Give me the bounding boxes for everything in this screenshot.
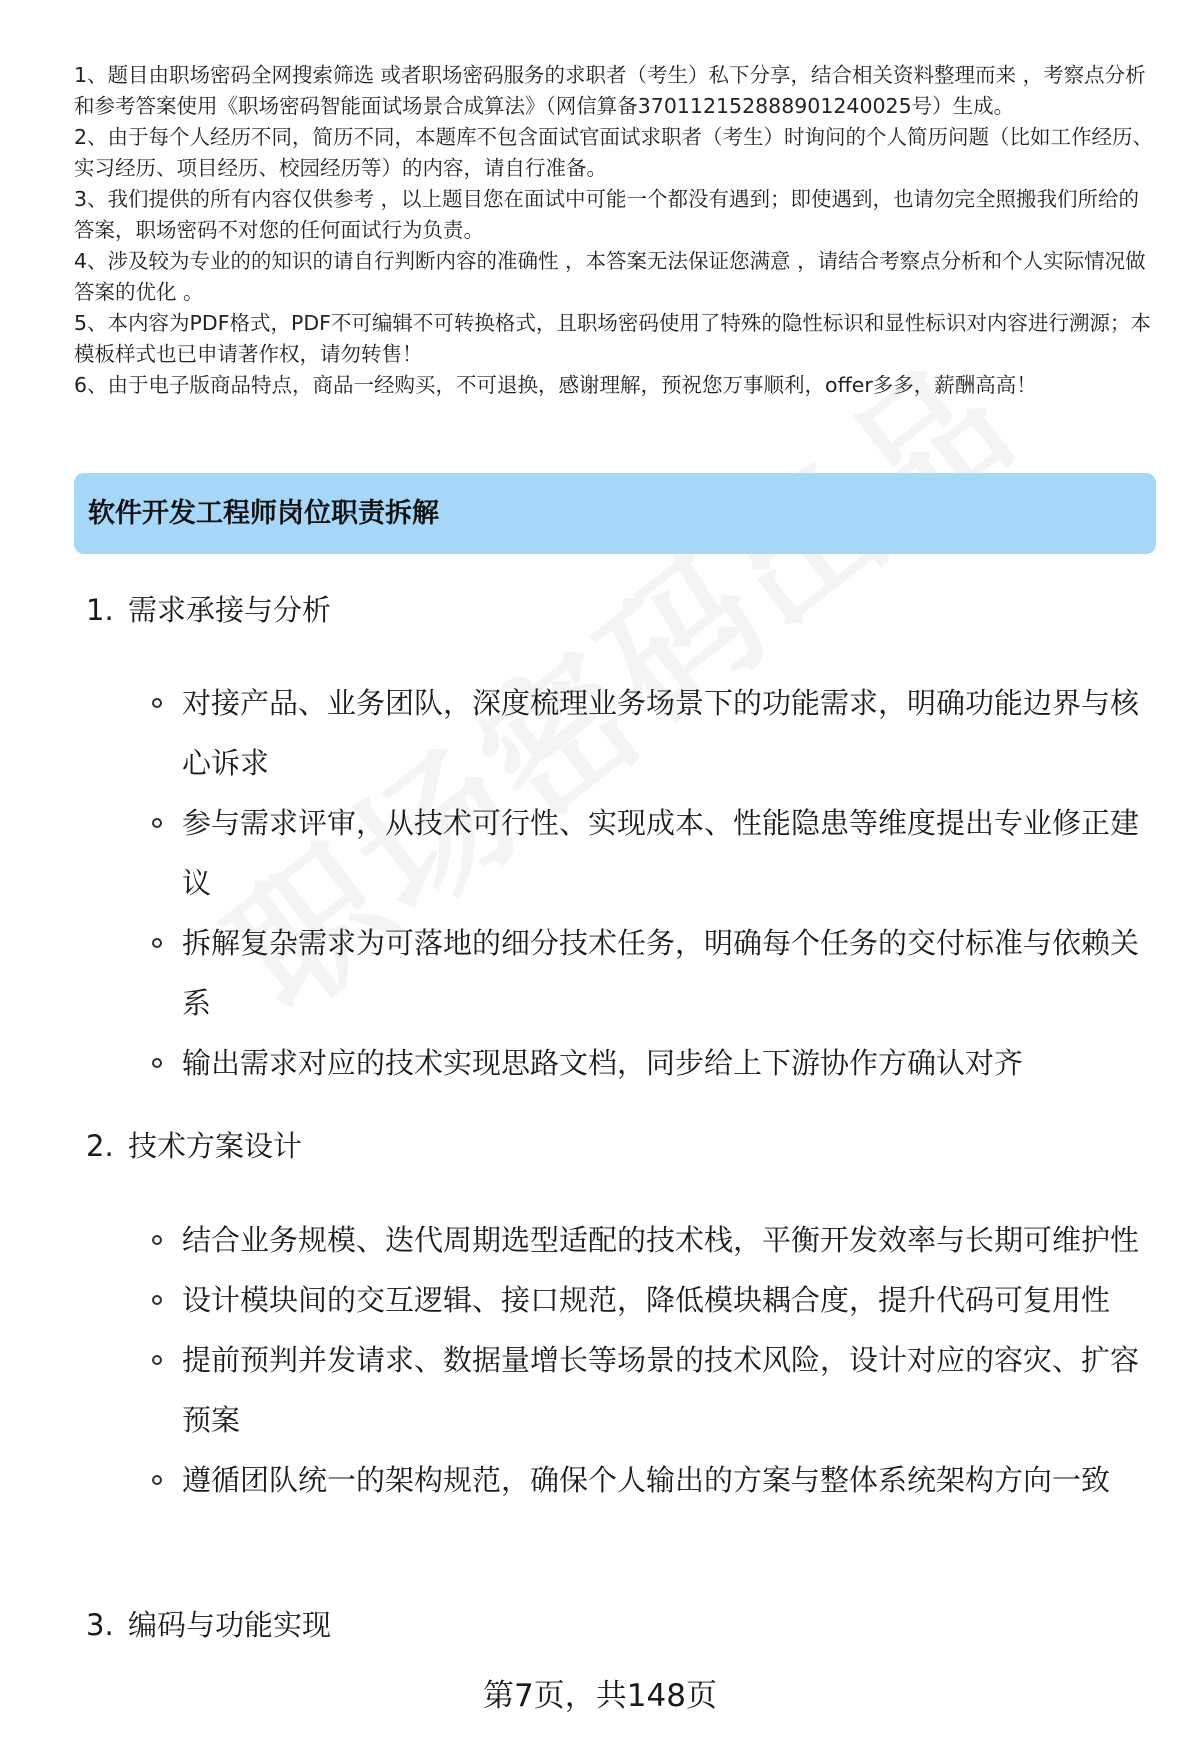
banner-title: 软件开发工程师岗位职责拆解 xyxy=(88,498,439,529)
section-heading xyxy=(86,590,331,630)
bullet-circle-icon xyxy=(152,818,162,828)
list-item xyxy=(150,793,1150,913)
list-item xyxy=(150,1210,1150,1270)
bullet-circle-icon xyxy=(152,1235,162,1245)
list-item-text: 输出需求对应的技术实现思路文档，同步给上下游协作方确认对齐 xyxy=(182,1046,1024,1080)
disclaimer-item: 3、我们提供的所有内容仅供参考 ，以上题目您在面试中可能一个都没有遇到；即使遇到，也请勿完全照搬我们所给的答案，职场密码不对您的任何面试行为负责。 xyxy=(74,187,1140,242)
bullet-list xyxy=(150,1210,1150,1510)
bullet-list xyxy=(150,673,1150,1093)
list-item xyxy=(150,1033,1150,1093)
page-number: 第7页，共148页 xyxy=(483,1678,717,1714)
bullet-circle-icon xyxy=(152,698,162,708)
bullet-circle-icon xyxy=(152,1058,162,1068)
bullet-circle-icon xyxy=(152,1475,162,1485)
section-title: 技术方案设计 xyxy=(128,1129,303,1163)
list-item xyxy=(150,1330,1150,1450)
disclaimer-item: 1、题目由职场密码全网搜索筛选 或者职场密码服务的求职者（考生）私下分享，结合相关资料整理而来 ，考察点分析和参考答案使用《职场密码智能面试场景合成算法》（网信算备370112152888901240025号）生成。 xyxy=(74,63,1146,118)
list-item-text: 对接产品、业务团队，深度梳理业务场景下的功能需求，明确功能边界与核心诉求 xyxy=(182,686,1140,780)
section-title: 需求承接与分析 xyxy=(128,593,332,627)
section-number: 3. xyxy=(86,1608,114,1642)
disclaimer-item: 4、涉及较为专业的的知识的请自行判断内容的准确性 ，本答案无法保证您满意 ，请结合考察点分析和个人实际情况做答案的优化 。 xyxy=(74,249,1146,304)
list-item xyxy=(150,673,1150,793)
list-item-text: 参与需求评审，从技术可行性、实现成本、性能隐患等维度提出专业修正建议 xyxy=(182,806,1140,900)
section-number: 1. xyxy=(86,593,114,627)
list-item-text: 拆解复杂需求为可落地的细分技术任务，明确每个任务的交付标准与依赖关系 xyxy=(182,926,1140,1020)
bullet-circle-icon xyxy=(152,938,162,948)
list-item-text: 结合业务规模、迭代周期选型适配的技术栈，平衡开发效率与长期可维护性 xyxy=(182,1223,1140,1257)
list-item xyxy=(150,1450,1150,1510)
list-item xyxy=(150,913,1150,1033)
section-title: 编码与功能实现 xyxy=(128,1608,332,1642)
bullet-circle-icon xyxy=(152,1295,162,1305)
section-heading xyxy=(86,1126,302,1166)
section-heading xyxy=(86,1605,331,1645)
disclaimer-item: 6、由于电子版商品特点，商品一经购买，不可退换，感谢理解，预祝您万事顺利，offer多多，薪酬高高！ xyxy=(74,373,1037,397)
disclaimer-item: 2、由于每个人经历不同，简历不同，本题库不包含面试官面试求职者（考生）时询问的个人简历问题（比如工作经历、实习经历、项目经历、校园经历等）的内容，请自行准备。 xyxy=(74,125,1154,180)
section-number: 2. xyxy=(86,1129,114,1163)
list-item xyxy=(150,1270,1150,1330)
bullet-circle-icon xyxy=(152,1355,162,1365)
list-item-text: 遵循团队统一的架构规范，确保个人输出的方案与整体系统架构方向一致 xyxy=(182,1463,1111,1497)
list-item-text: 设计模块间的交互逻辑、接口规范，降低模块耦合度，提升代码可复用性 xyxy=(182,1283,1111,1317)
list-item-text: 提前预判并发请求、数据量增长等场景的技术风险，设计对应的容灾、扩容预案 xyxy=(182,1343,1140,1437)
disclaimer-block xyxy=(74,60,1154,401)
disclaimer-item: 5、本内容为PDF格式，PDF不可编辑不可转换格式，且职场密码使用了特殊的隐性标识和显性标识对内容进行溯源；本模板样式也已申请著作权，请勿转售！ xyxy=(74,311,1151,366)
section-banner xyxy=(74,473,1156,554)
